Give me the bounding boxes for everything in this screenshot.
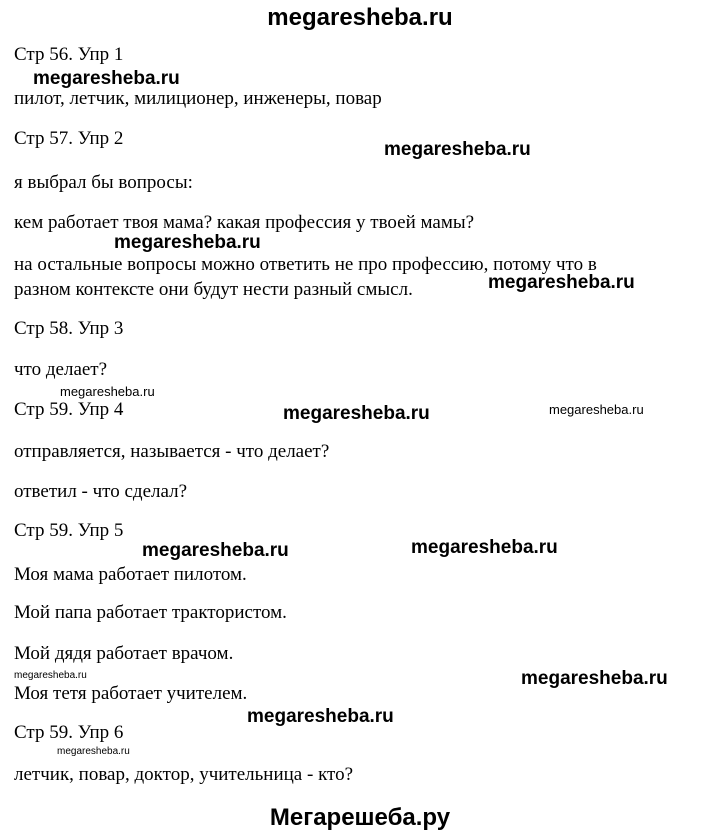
answer-text: Мой дядя работает врачом. xyxy=(14,643,234,664)
answer-text: Мой папа работает трактористом. xyxy=(14,602,287,623)
watermark: megaresheba.ru xyxy=(60,384,155,399)
watermark: megaresheba.ru xyxy=(521,668,668,689)
answer-text: кем работает твоя мама? какая профессия у твоей мамы? xyxy=(14,212,475,233)
watermark: megaresheba.ru xyxy=(283,403,430,424)
answer-text: Моя мама работает пилотом. xyxy=(14,564,247,585)
watermark: megaresheba.ru xyxy=(549,402,644,417)
answer-text: Моя тетя работает учителем. xyxy=(14,683,248,704)
answer-text: пилот, летчик, милиционер, инженеры, повар xyxy=(14,88,382,109)
answer-text: я выбрал бы вопросы: xyxy=(14,172,193,193)
answer-text: ответил - что сделал? xyxy=(14,481,188,502)
site-header-title: megaresheba.ru xyxy=(267,4,453,31)
watermark: megaresheba.ru xyxy=(142,540,289,561)
watermark: megaresheba.ru xyxy=(14,670,87,681)
exercise-heading: Стр 59. Упр 5 xyxy=(14,520,124,541)
answer-text: отправляется, называется - что делает? xyxy=(14,441,330,462)
exercise-heading: Стр 56. Упр 1 xyxy=(14,44,124,65)
answer-text: на остальные вопросы можно ответить не про профессию, потому что в xyxy=(14,254,597,275)
watermark: megaresheba.ru xyxy=(384,139,531,160)
answer-text: разном контексте они будут нести разный смысл. xyxy=(14,279,413,300)
exercise-heading: Стр 59. Упр 4 xyxy=(14,399,124,420)
exercise-heading: Стр 57. Упр 2 xyxy=(14,128,124,149)
exercise-heading: Стр 59. Упр 6 xyxy=(14,722,124,743)
watermark: megaresheba.ru xyxy=(411,537,558,558)
answer-text: летчик, повар, доктор, учительница - кто? xyxy=(14,764,354,785)
answer-text: что делает? xyxy=(14,359,108,380)
site-footer-title: Мегарешеба.ру xyxy=(269,804,451,831)
watermark: megaresheba.ru xyxy=(57,746,130,757)
exercise-heading: Стр 58. Упр 3 xyxy=(14,318,124,339)
watermark: megaresheba.ru xyxy=(33,68,180,89)
watermark: megaresheba.ru xyxy=(488,272,635,293)
watermark: megaresheba.ru xyxy=(247,706,394,727)
watermark: megaresheba.ru xyxy=(114,232,261,253)
